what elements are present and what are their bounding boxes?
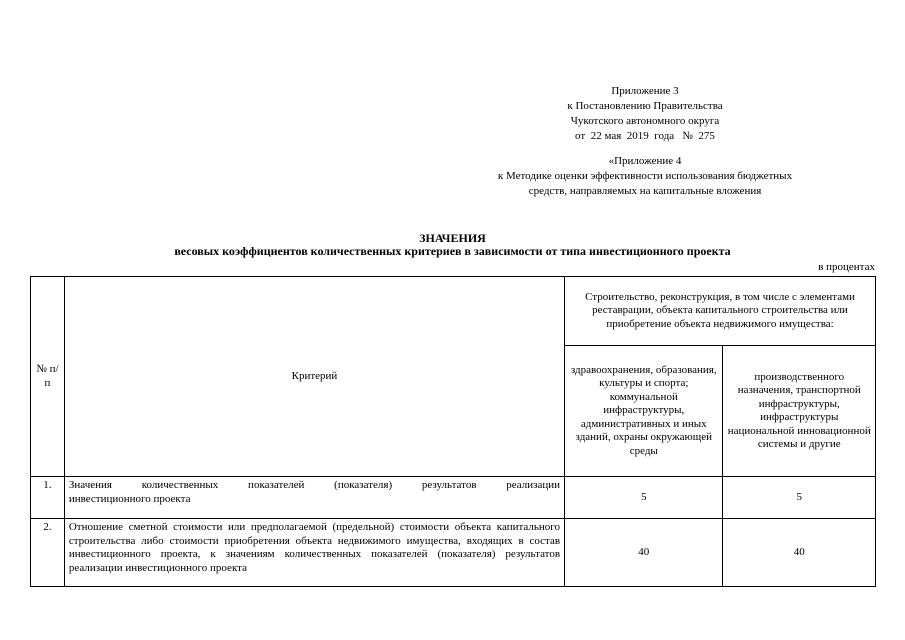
appendix-4-title: «Приложение 4 xyxy=(608,155,682,167)
appendix-3-resolution: к Постановлению Правительства xyxy=(567,100,723,112)
header-num: № п/п xyxy=(31,277,65,477)
appendix-4-purpose: средств, направляемых на капитальные вложения xyxy=(528,185,762,197)
row-criterion-line-2: инвестиционного проекта xyxy=(68,492,191,505)
appendix-3-date: от 22 мая 2019 года № 275 xyxy=(575,130,715,142)
appendix-3-title: Приложение 3 xyxy=(611,85,679,97)
criteria-table xyxy=(30,276,876,587)
appendix-3-header xyxy=(420,84,870,144)
appendix-3-region: Чукотского автономного округа xyxy=(570,115,720,127)
appendix-4-header xyxy=(420,154,870,199)
row-value-b: 5 xyxy=(723,477,876,519)
document-title-main: ЗНАЧЕНИЯ xyxy=(419,231,486,245)
row-value-a: 5 xyxy=(565,477,723,519)
row-criterion: Отношение сметной стоимости или предполагаемой (предельной) стоимости объекта капитального строительства либо стоимости приобретения объекта недвижимого имущества, входящих в состав инвестиционного проекта, к значениям количественных показателей (показателя) результатов реализации инвестиционного проекта xyxy=(64,519,564,587)
document-title-sub: весовых коэффициентов количественных критериев в зависимости от типа инвестиционного проекта xyxy=(174,244,731,258)
row-value-b: 40 xyxy=(723,519,876,587)
document-title xyxy=(0,232,905,258)
table-row xyxy=(31,519,876,587)
row-num: 2. xyxy=(31,519,65,587)
row-value-a: 40 xyxy=(565,519,723,587)
header-criterion: Критерий xyxy=(64,277,564,477)
units-note: в процентах xyxy=(818,261,875,273)
header-col-a: здравоохранения, образования, культуры и спорта; коммунальной инфраструктуры, административных и иных зданий, охраны окружающей среды xyxy=(565,346,723,477)
row-criterion-line-1: Значения количественных показателей (показателя) результатов реализации xyxy=(68,479,561,491)
row-criterion xyxy=(64,477,564,519)
appendix-4-methodology: к Методике оценки эффективности использования бюджетных xyxy=(497,170,793,182)
table-header-row-1 xyxy=(31,277,876,346)
row-num: 1. xyxy=(31,477,65,519)
header-group: Строительство, реконструкция, в том числе с элементами реставрации, объекта капитального строительства или приобретение объекта недвижимого имущества: xyxy=(565,277,876,346)
table-row xyxy=(31,477,876,519)
header-col-b: производственного назначения, транспортной инфраструктуры, инфраструктуры национальной инновационной системы и другие xyxy=(723,346,876,477)
